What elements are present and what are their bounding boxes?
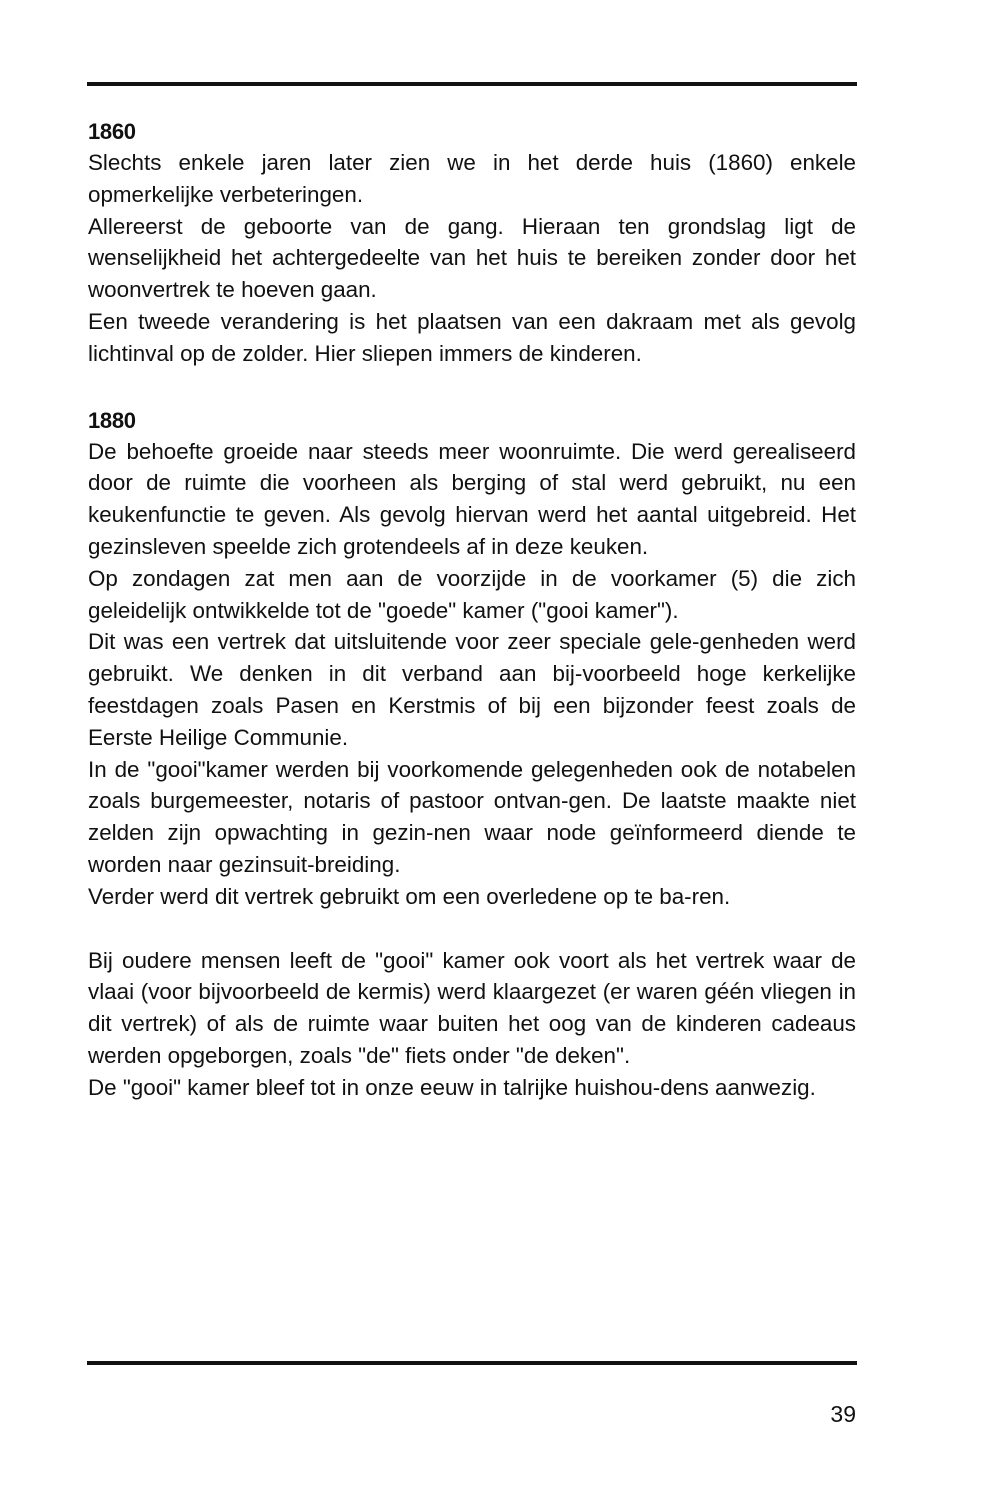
paragraph: In de "gooi"kamer werden bij voorkomende gelegenheden ook de notabelen zoals burgemeester, notaris of pastoor ontvan-gen. De laatste maakte niet zelden zijn opwachting in gezin-nen waar node geïnformeerd diende te worden naar gezinsuit-breiding. (88, 756, 856, 877)
paragraph: Op zondagen zat men aan de voorzijde in de voorkamer (5) die zich geleidelijk ontwikkelde tot de "goede" kamer ("gooi kamer"). (88, 565, 856, 623)
top-rule (87, 82, 857, 86)
paragraph: Verder werd dit vertrek gebruikt om een overledene op te ba-ren. (88, 883, 731, 909)
paragraph: Dit was een vertrek dat uitsluitende voor zeer speciale gele-genheden werd gebruikt. We denken in dit verband aan bij-voorbeeld hoge kerkelijke feestdagen zoals Pasen en Kerstmis of bij een bijzonder feest zoals de Eerste Heilige Communie. (88, 629, 856, 750)
section-heading: 1880 (88, 407, 136, 433)
section-1880 (88, 405, 856, 1104)
section-1860 (88, 116, 856, 370)
paragraph: De behoefte groeide naar steeds meer woonruimte. Die werd gerealiseerd door de ruimte die voorheen als berging of stal werd gebruikt, nu een keukenfunctie te geven. Als gevolg hiervan werd het aantal uitgebreid. Het gezinsleven speelde zich grotendeels af in deze keuken. (88, 438, 856, 559)
paragraph: Een tweede verandering is het plaatsen van een dakraam met als gevolg lichtinval op de zolder. Hier sliepen immers de kinderen. (88, 308, 856, 366)
section-heading: 1860 (88, 119, 136, 144)
paragraph: Allereerst de geboorte van de gang. Hieraan ten grondslag ligt de wenselijkheid het achtergedeelte van het huis te bereiken zonder door het woonvertrek te hoeven gaan. (88, 213, 856, 303)
paragraph: De "gooi" kamer bleef tot in onze eeuw in talrijke huishou-dens aanwezig. (88, 1074, 816, 1100)
paragraph: Slechts enkele jaren later zien we in het derde huis (1860) enkele opmerkelijke verbeteringen. (88, 150, 856, 207)
page-number: 39 (830, 1401, 856, 1427)
paragraph: Bij oudere mensen leeft de "gooi" kamer ook voort als het vertrek waar de vlaai (voor bijvoorbeeld de kermis) werd klaargezet (er waren géén vliegen in dit vertrek) of als de ruimte waar buiten het oog van de kinderen cadeaus werden opgeborgen, zoals "de" fiets onder "de deken". (88, 947, 856, 1068)
paragraph-spacer (88, 913, 856, 945)
bottom-rule (87, 1361, 857, 1365)
page-content (88, 116, 856, 1104)
section-spacer (88, 370, 856, 405)
